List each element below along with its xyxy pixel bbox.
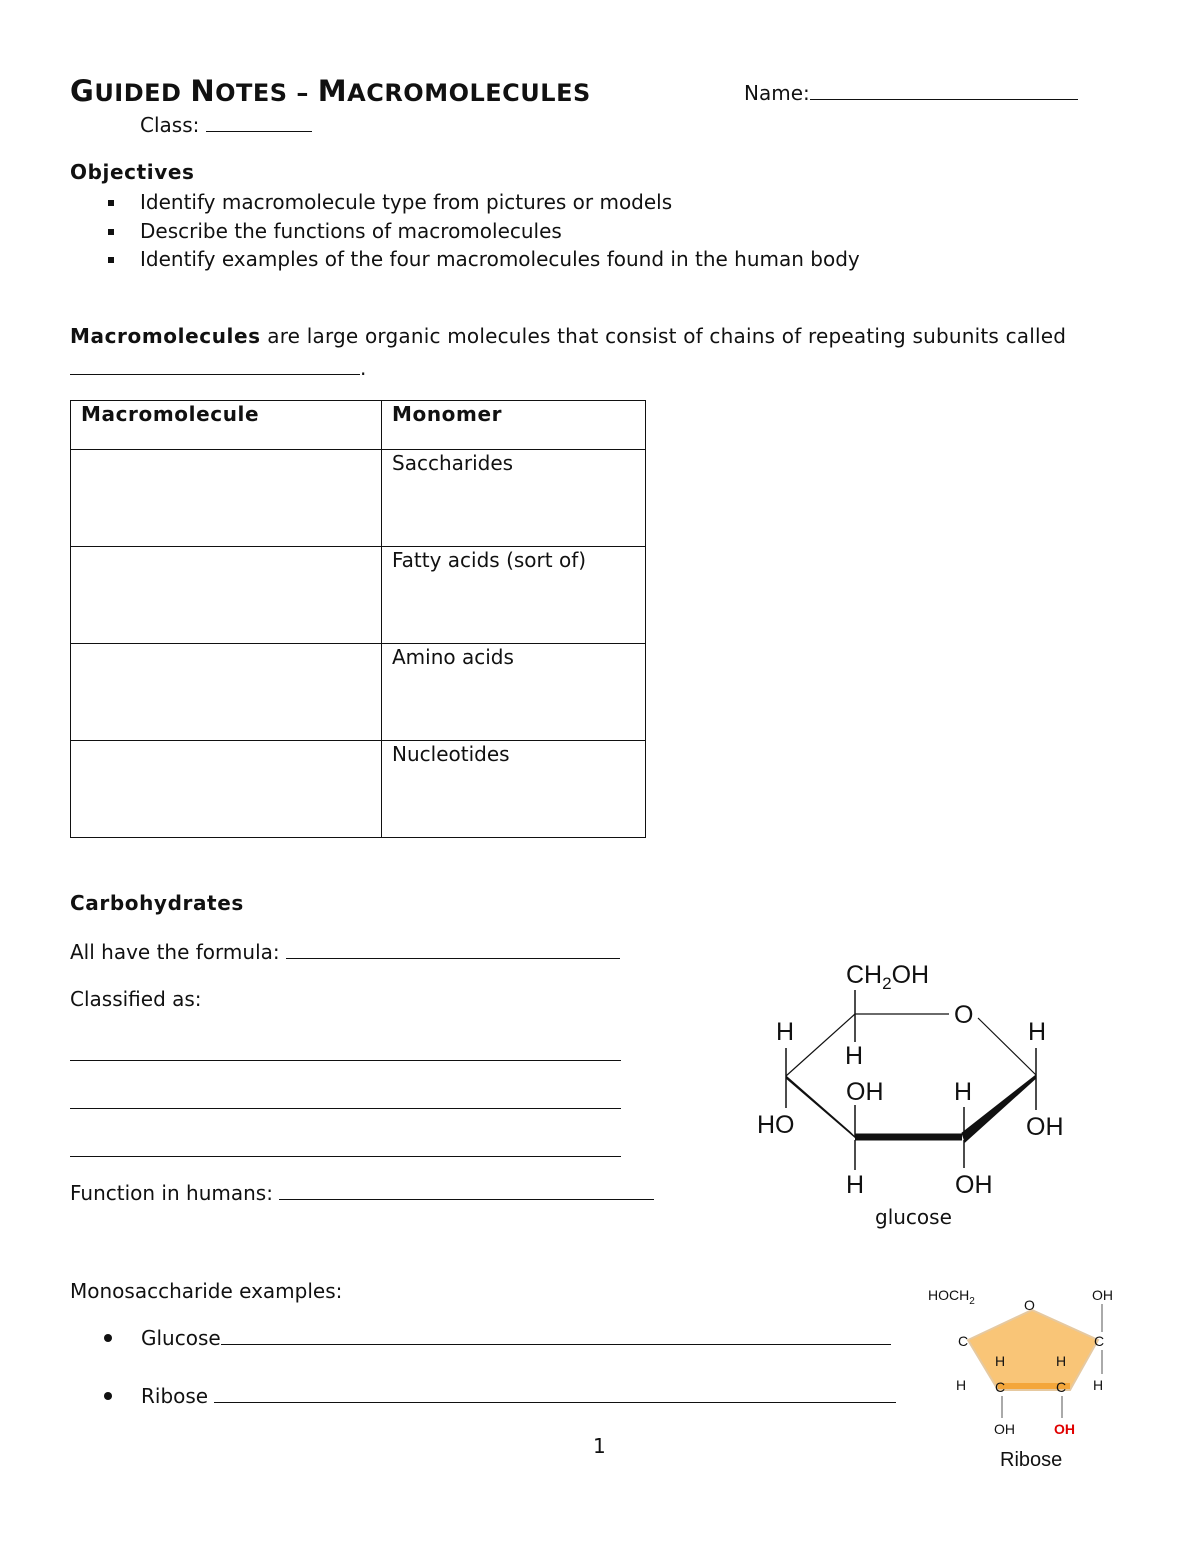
oh-label: OH <box>955 1171 993 1199</box>
classified-blank-2[interactable] <box>70 1108 621 1109</box>
square-bullet-icon <box>108 200 114 206</box>
class-field <box>140 113 312 137</box>
monomer-cell: Saccharides <box>382 450 646 547</box>
macromolecule-cell[interactable] <box>71 547 382 644</box>
ribose-blank[interactable] <box>214 1401 896 1403</box>
ring-oxygen-label: O <box>1024 1297 1035 1313</box>
h-label: H <box>846 1171 865 1199</box>
monomer-cell: Amino acids <box>382 644 646 741</box>
svg-text:CH2OH: $CH_2OH$ <box>846 961 930 993</box>
classified-blank-3[interactable] <box>70 1156 621 1157</box>
macromolecule-cell[interactable] <box>71 644 382 741</box>
monosaccharide-label: Monosaccharide examples: <box>70 1279 343 1303</box>
table-header-row <box>71 401 646 450</box>
macromolecule-table <box>70 400 646 838</box>
h-label: H <box>956 1377 967 1393</box>
name-blank[interactable] <box>810 98 1078 100</box>
oh-label: OH <box>846 1078 884 1106</box>
objectives-list <box>100 188 860 274</box>
page-title: GUIDED NOTES – MACROMOLECULES <box>70 74 591 108</box>
square-bullet-icon <box>108 257 114 263</box>
example-glucose: Glucose <box>141 1326 891 1350</box>
column-header-macromolecule: Macromolecule <box>71 401 382 450</box>
ribose-diagram <box>920 1280 1130 1480</box>
list-item: Identify examples of the four macromolecules found in the human body <box>100 245 860 274</box>
ribose-caption: Ribose <box>1000 1449 1063 1471</box>
function-label: Function in humans: <box>70 1181 273 1205</box>
name-label: Name: <box>744 81 810 105</box>
monomer-cell: Nucleotides <box>382 741 646 838</box>
function-field <box>70 1181 654 1205</box>
formula-label: All have the formula: <box>70 940 280 964</box>
table-row <box>71 547 646 644</box>
c-label: C <box>995 1379 1006 1395</box>
monomer-cell: Fatty acids (sort of) <box>382 547 646 644</box>
h-label: H <box>995 1353 1006 1369</box>
column-header-monomer: Monomer <box>382 401 646 450</box>
h-label: H <box>1056 1353 1067 1369</box>
bullet-icon <box>104 1392 112 1400</box>
glucose-caption: glucose <box>875 1205 952 1229</box>
page-number: 1 <box>593 1434 606 1458</box>
table-row <box>71 644 646 741</box>
name-field <box>744 81 1078 105</box>
oh-label: OH <box>994 1421 1015 1437</box>
glucose-diagram <box>740 950 1080 1240</box>
square-bullet-icon <box>108 229 114 235</box>
intro-paragraph: Macromolecules are large organic molecules that consist of chains of repeating subunits called <box>70 324 1067 348</box>
objectives-heading: Objectives <box>70 160 195 184</box>
list-item: Identify macromolecule type from pictures or models <box>100 188 860 217</box>
intro-blank-line[interactable]: . <box>70 356 366 380</box>
c-label: C <box>1094 1333 1105 1349</box>
h-label: H <box>1028 1018 1047 1046</box>
classified-blank-1[interactable] <box>70 1060 621 1061</box>
h-label: H <box>776 1018 795 1046</box>
bullet-icon <box>104 1334 112 1342</box>
oh-label: OH <box>1092 1287 1113 1303</box>
glucose-blank[interactable] <box>221 1343 891 1345</box>
table-row <box>71 741 646 838</box>
svg-text:HOCH2: $HOCH_2$ <box>928 1287 975 1307</box>
c-label: C <box>958 1333 969 1349</box>
formula-blank[interactable] <box>286 957 620 959</box>
ribose-ring <box>968 1310 1098 1390</box>
list-item: Describe the functions of macromolecules <box>100 217 860 246</box>
h-label: H <box>954 1078 973 1106</box>
function-blank[interactable] <box>279 1198 654 1200</box>
ring-oxygen-label: O <box>954 1001 974 1029</box>
oh-label: OH <box>1054 1421 1075 1437</box>
example-ribose: Ribose <box>141 1384 896 1408</box>
classified-label: Classified as: <box>70 987 202 1011</box>
h-label: H <box>1093 1377 1104 1393</box>
macromolecule-cell[interactable] <box>71 450 382 547</box>
carbohydrates-heading: Carbohydrates <box>70 891 244 915</box>
formula-field <box>70 940 620 964</box>
class-blank[interactable] <box>206 130 312 132</box>
class-label: Class: <box>140 113 200 137</box>
table-row <box>71 450 646 547</box>
c-label: C <box>1056 1379 1067 1395</box>
macromolecule-cell[interactable] <box>71 741 382 838</box>
ho-label: HO <box>757 1111 795 1139</box>
h-label: H <box>845 1042 864 1070</box>
oh-label: OH <box>1026 1113 1064 1141</box>
